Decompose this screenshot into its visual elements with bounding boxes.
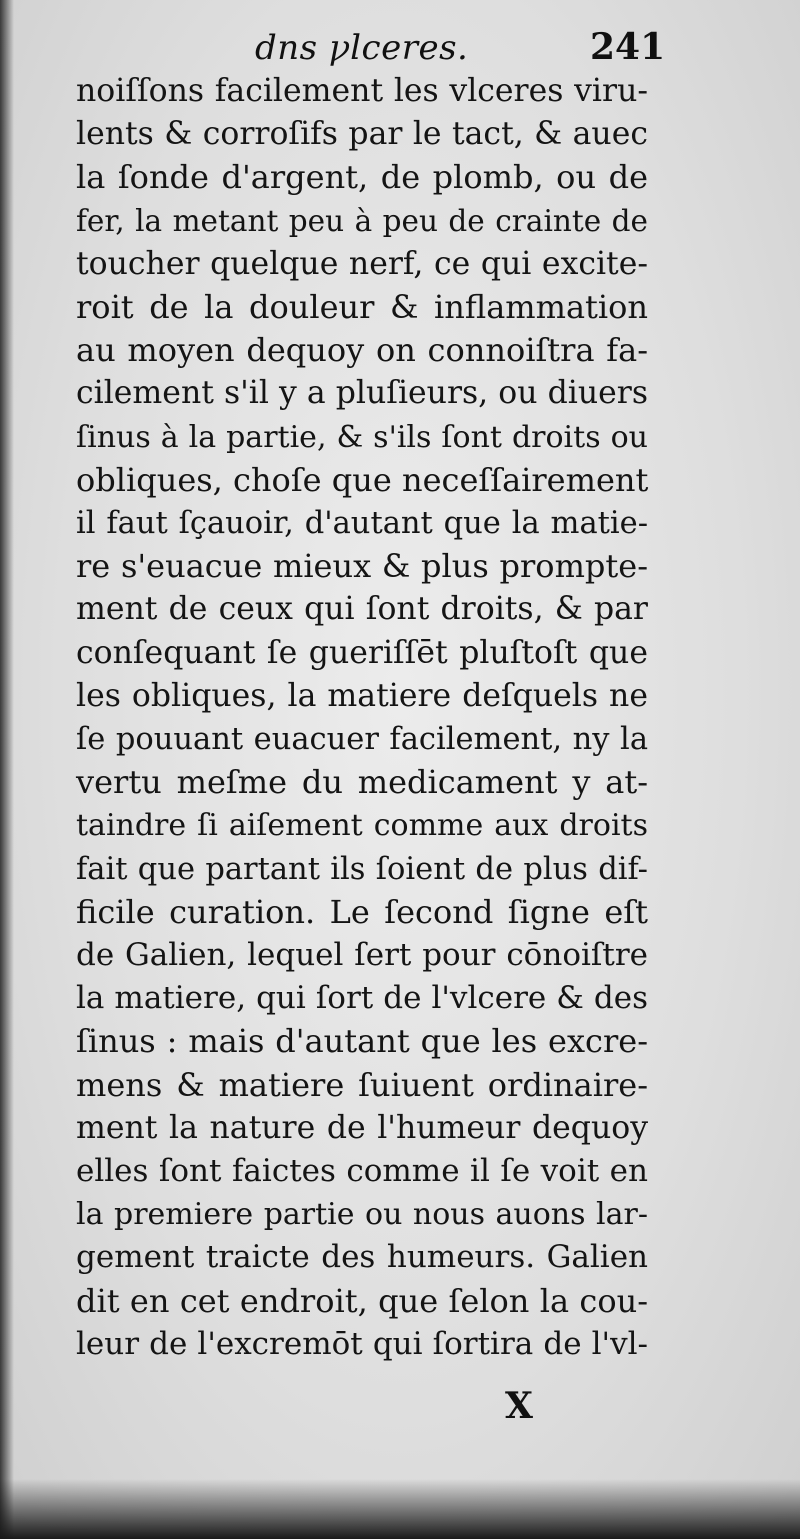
bottom-edge-shadow (0, 1479, 800, 1539)
running-head: dns ꝩlceres. (255, 28, 469, 68)
body-text (76, 70, 648, 1366)
text-line: ficile curation. Le ſecond ſigne eſt (76, 892, 648, 931)
gutter-shadow (0, 0, 14, 1539)
text-line: ſe pouuant euacuer facilement, ny la (76, 722, 648, 758)
text-line: ment de ceux qui ſont droits, & par (76, 591, 648, 628)
text-line: cilement s'il y a pluſieurs, ou diuers (76, 375, 648, 412)
text-line: la ſonde d'argent, de plomb, ou de (76, 158, 648, 197)
text-line: ſinus : mais d'autant que les excre- (76, 1022, 648, 1061)
text-line: la matiere, qui ſort de l'vlcere & des (76, 980, 648, 1017)
text-line: ſinus à la partie, & s'ils ſont droits ou (76, 419, 648, 455)
page-number: 241 (590, 26, 666, 68)
text-line: obliques, choſe que neceſſairement (76, 460, 649, 499)
text-line: ment la nature de l'humeur dequoy (76, 1109, 648, 1146)
text-line: lents & corroſifs par le tact, & auec (76, 116, 648, 153)
text-line: roit de la douleur & inflammation (76, 288, 648, 327)
text-line: fait que partant ils ſoient de plus dif- (76, 851, 648, 887)
text-line: dit en cet endroit, que ſelon la cou- (76, 1281, 648, 1320)
signature-mark: X (505, 1385, 533, 1427)
text-line: il faut ſçauoir, d'autant que la matie- (76, 506, 648, 542)
text-line: gement traicte des humeurs. Galien (76, 1239, 648, 1276)
text-line: la premiere partie ou nous auons lar- (76, 1197, 648, 1233)
text-line: noiſſons facilement les vlceres viru- (76, 73, 648, 109)
text-line: leur de l'excremōt qui ſortira de l'vl- (76, 1325, 648, 1362)
text-line: fer, la metant peu à peu de crainte de (76, 203, 648, 238)
text-line: au moyen dequoy on connoiſtra fa- (76, 331, 648, 370)
text-line: mens & matiere ſuiuent ordinaire- (76, 1065, 648, 1104)
text-line: de Galien, lequel ſert pour cōnoiſtre (76, 937, 648, 974)
text-line: re s'euacue mieux & plus prompte- (76, 547, 648, 586)
text-line: taindre ſi aiſement comme aux droits (76, 808, 648, 844)
text-line: vertu meſme du medicament y at- (76, 763, 648, 802)
text-line: conſequant ſe gueriſſēt pluſtoſt que (76, 634, 648, 671)
text-line: les obliques, la matiere deſquels ne (76, 677, 648, 714)
text-line: elles ſont faictes comme il ſe voit en (76, 1153, 648, 1190)
text-line: toucher quelque nerf, ce qui excite- (76, 245, 648, 282)
